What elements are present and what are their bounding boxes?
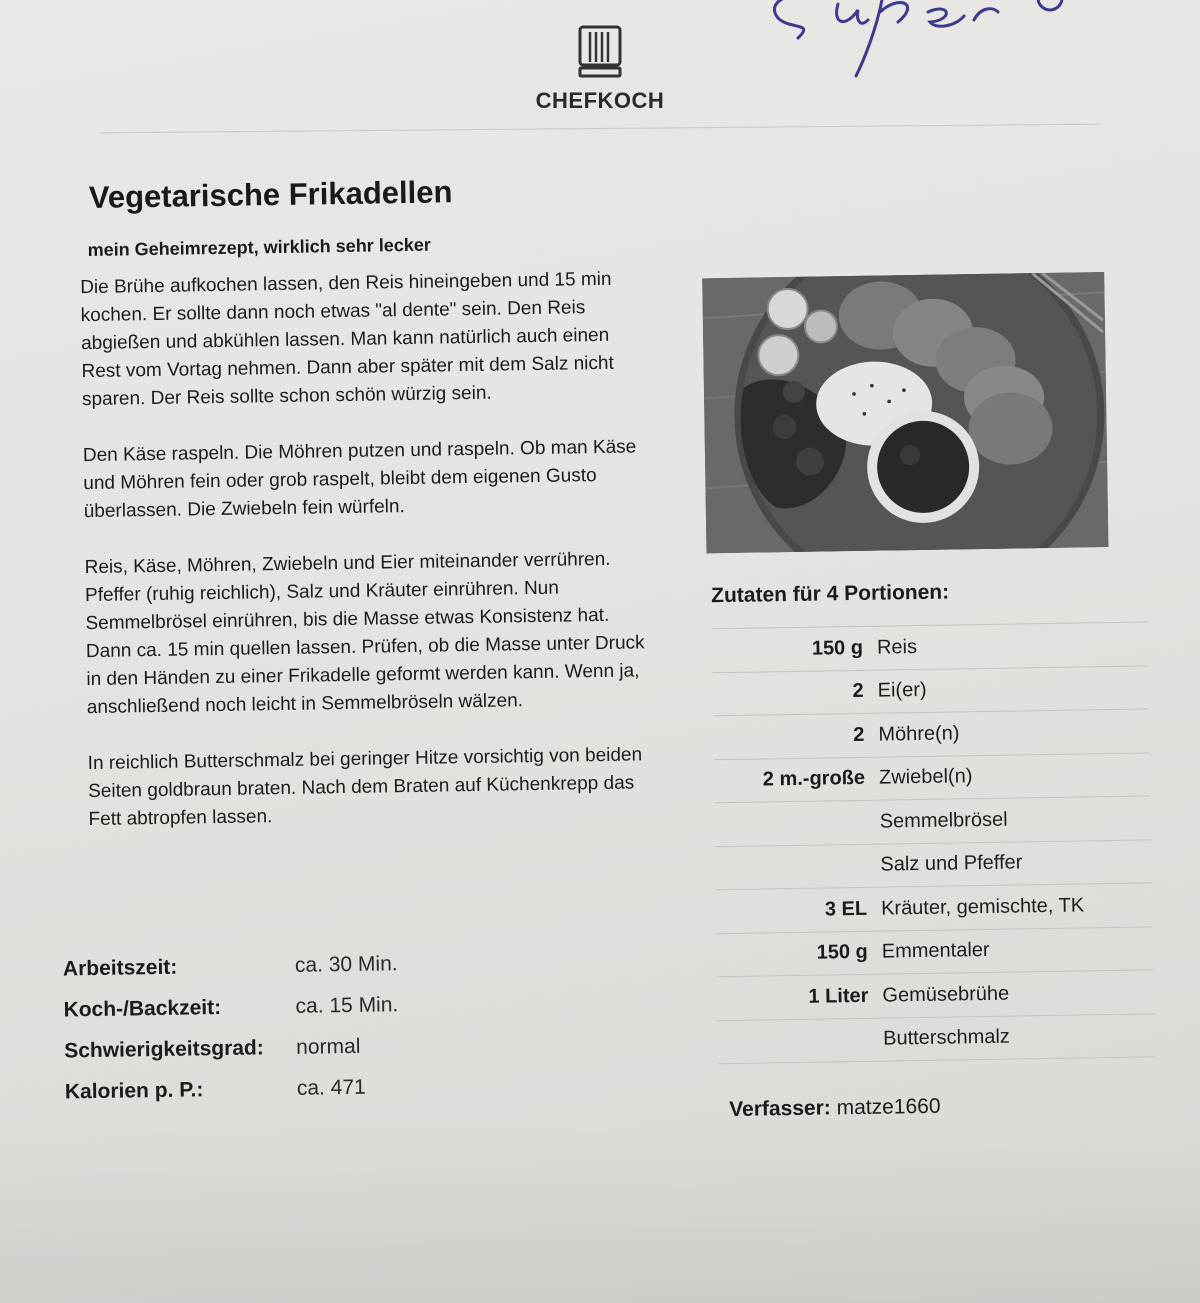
ingredients-heading: Zutaten für 4 Portionen: (710, 580, 950, 608)
ingredient-name: Ei(er) (877, 679, 927, 702)
ingredient-amount (715, 822, 880, 825)
ingredient-name: Gemüsebrühe (882, 982, 1010, 1007)
ingredient-row (712, 621, 1149, 671)
ingredient-row (714, 795, 1151, 845)
recipe-author (729, 1095, 941, 1122)
meta-row-schwierigkeit (64, 1025, 399, 1071)
ingredient-name: Emmentaler (881, 939, 990, 963)
ingredient-amount: 2 (853, 723, 865, 746)
ingredient-row (713, 708, 1150, 758)
ingredient-name: Zwiebel(n) (878, 765, 973, 789)
step-1: Die Brühe aufkochen lassen, den Reis hineingeben und 15 min kochen. Er sollte dann noch etwas "al dente" sein. Den Reis abgießen und abkühlen lassen. Man kann natürlich auch einen Rest vom Vortag nehmen. Dann aber später mit dem Salz nicht sparen. Der Reis sollte schon schön würzig sein. (80, 268, 614, 411)
ingredient-row (716, 882, 1153, 932)
step-4: In reichlich Butterschmalz bei geringer Hitze vorsichtig von beiden Seiten goldbraun braten. Nach dem Braten auf Küchenkrepp das Fett abtropfen lassen. (87, 744, 643, 831)
ingredient-amount (715, 865, 880, 868)
brand-name: CHEFKOCH (535, 88, 665, 113)
ingredient-amount: 150 g (816, 941, 868, 964)
ingredient-name: Salz und Pfeffer (880, 851, 1023, 876)
recipe-title: Vegetarische Frikadellen (88, 174, 453, 215)
meta-row-kalorien (65, 1066, 400, 1112)
ingredient-name: Möhre(n) (878, 722, 960, 746)
ingredient-row (718, 1013, 1155, 1064)
ingredient-amount (718, 1039, 883, 1042)
author-label: Verfasser: (729, 1096, 831, 1122)
preparation-steps (80, 265, 654, 862)
meta-label: Arbeitszeit: (62, 955, 178, 980)
ingredient-name: Butterschmalz (882, 1025, 1011, 1050)
meta-value: ca. 15 Min. (295, 992, 399, 1018)
meta-value: ca. 30 Min. (294, 951, 398, 977)
ingredient-row (717, 969, 1154, 1019)
meta-row-backzeit (63, 984, 398, 1030)
ingredient-amount: 1 Liter (808, 984, 869, 1008)
ingredient-amount: 3 EL (824, 897, 868, 921)
ingredient-amount: 2 m.-große (762, 767, 866, 791)
meta-label: Schwierigkeitsgrad: (64, 1035, 264, 1062)
meta-value: ca. 471 (296, 1075, 366, 1100)
ingredient-row (712, 665, 1149, 715)
meta-value: normal (296, 1034, 361, 1059)
step-3: Reis, Käse, Möhren, Zwiebeln und Eier miteinander verrühren. Pfeffer (ruhig reichlich), Salz und Kräuter einrühren. Nun Semmelbrösel einrühren, bis die Masse etwas Konsistenz hat. Dann ca. 15 min quellen lassen. Prüfen, ob die Masse unter Druck in den Händen zu einer Frikadelle geformt werden kann. Wenn ja, anschließend noch leicht in Semmelbröseln wälzen. (84, 548, 645, 719)
recipe-subtitle: mein Geheimrezept, wirklich sehr lecker (87, 234, 431, 260)
recipe-photo (702, 272, 1108, 553)
ingredient-name: Reis (876, 635, 918, 659)
ingredient-amount: 2 (852, 680, 864, 703)
ingredient-row (714, 752, 1151, 802)
recipe-meta (63, 943, 400, 1112)
step-2: Den Käse raspeln. Die Möhren putzen und raspeln. Ob man Käse und Möhren fein oder grob raspelt, bleibt dem eigenen Gusto überlassen. Die Zwiebeln fein würfeln. (82, 436, 637, 523)
author-name: matze1660 (836, 1094, 941, 1120)
food-plate-image (702, 272, 1108, 553)
meta-label: Kalorien p. P.: (64, 1077, 204, 1103)
ingredient-amount: 150 g (811, 636, 864, 660)
meta-row-arbeitszeit (63, 943, 398, 989)
meta-label: Koch-/Backzeit: (63, 995, 222, 1021)
ingredients-table (712, 621, 1155, 1064)
ingredient-name: Kräuter, gemischte, TK (880, 894, 1085, 920)
ingredient-row (716, 926, 1153, 976)
ingredient-name: Semmelbrösel (879, 808, 1008, 833)
ingredient-row (715, 839, 1152, 889)
